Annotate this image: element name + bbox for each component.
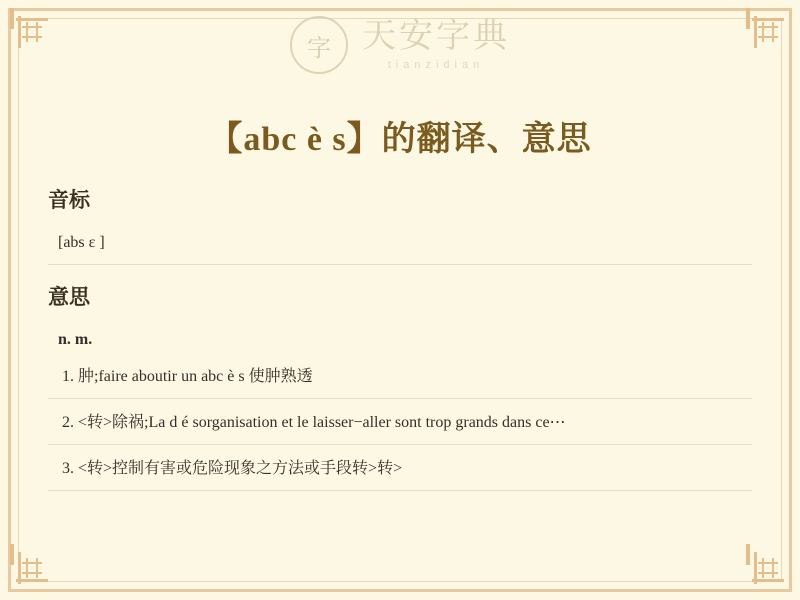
page-title: 【abc è s】的翻译、意思 — [208, 120, 592, 158]
seal-glyph: 字 — [307, 35, 331, 62]
phonetic-heading: 音标 — [48, 188, 90, 212]
corner-ornament-bottom-right — [746, 546, 790, 590]
site-name-cn: 天安字典 — [362, 17, 510, 55]
corner-ornament-bottom-left — [10, 546, 54, 590]
list-item: 3. <转>控制有害或危险现象之方法或手段转>转> — [48, 445, 752, 491]
seal-icon — [290, 16, 348, 74]
entry-content — [48, 168, 752, 491]
phonetic-value: [abs ɛ ] — [48, 224, 752, 265]
site-logo[interactable] — [0, 16, 800, 74]
list-item: 1. 肿;faire aboutir un abc è s 使肿熟透 — [48, 353, 752, 399]
sense-list — [48, 353, 752, 491]
site-logo-text — [362, 17, 510, 71]
list-item: 2. <转>除祸;La d é sorganisation et le laisser−aller sont trop grands dans ce⋯ — [48, 399, 752, 445]
site-name-en: tianzidian — [387, 58, 485, 71]
part-of-speech: n. m. — [58, 331, 93, 348]
meaning-heading: 意思 — [48, 285, 90, 309]
